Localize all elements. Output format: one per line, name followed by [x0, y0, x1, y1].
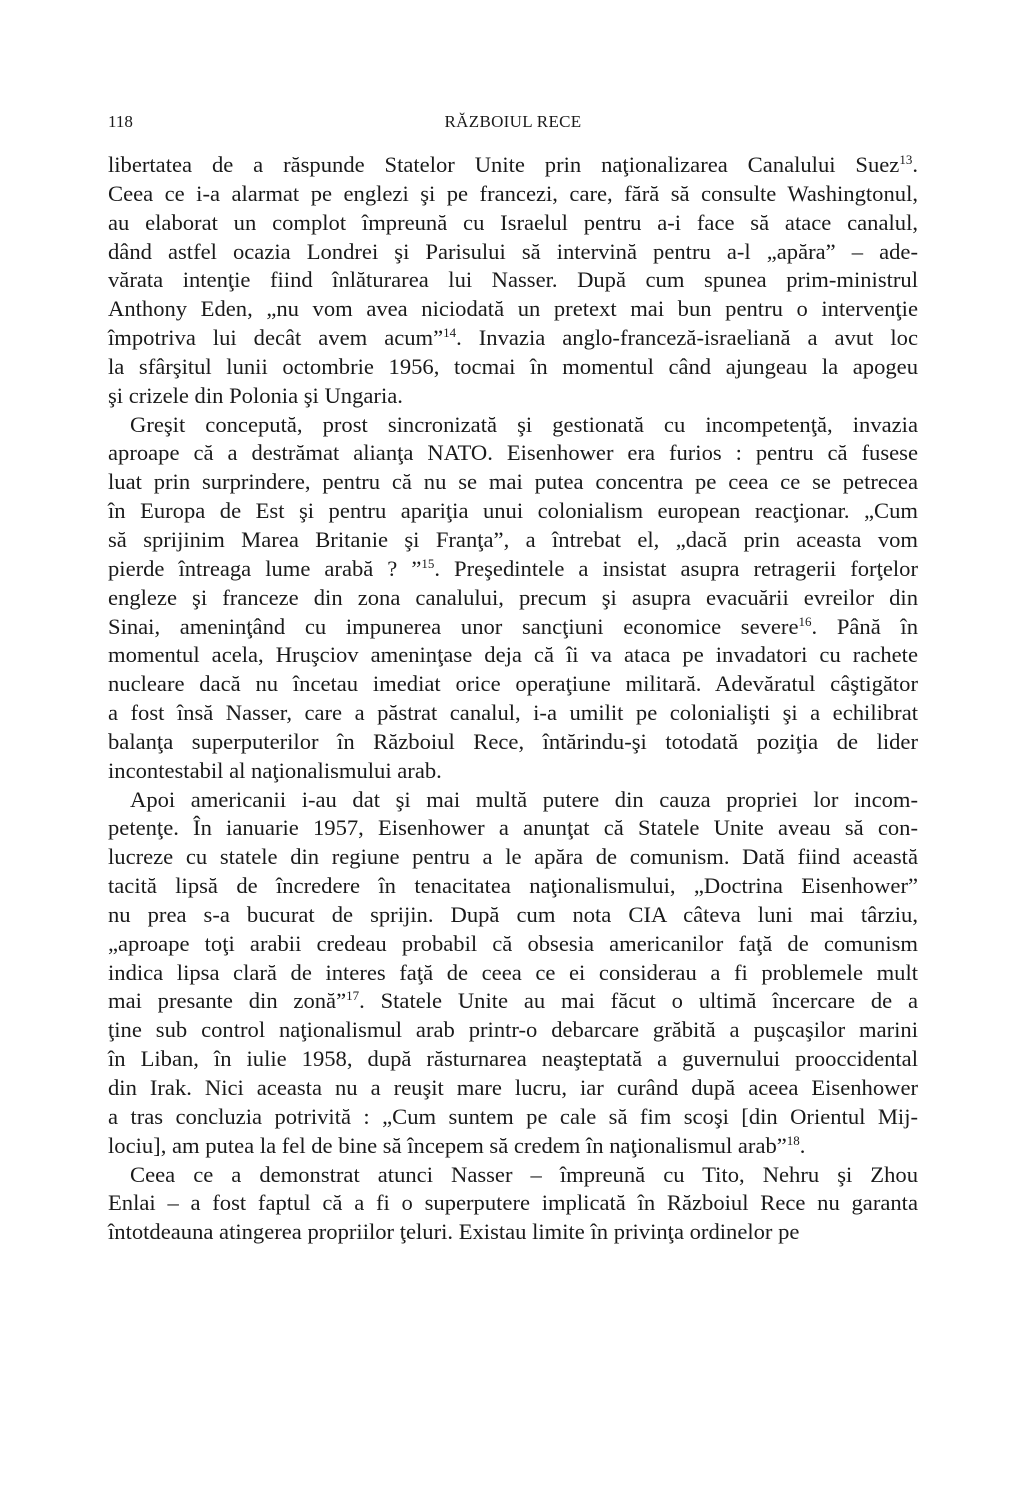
text-line [108, 814, 918, 843]
line-text: a tras concluzia potrivită : „Cum suntem pe cale să fim scoşi [din Orientul Mij- [108, 1103, 918, 1129]
page-number: 118 [108, 112, 133, 131]
text-line [108, 468, 918, 497]
text-line [108, 1074, 918, 1103]
line-text: Enlai – a fost faptul că a fi o superputere implicată în Războiul Rece nu garanta [108, 1190, 918, 1216]
line-text: libertatea de a răspunde Statelor Unite prin naţionalizarea Canalului Suez [108, 152, 900, 177]
text-line [108, 757, 918, 786]
line-text: Sinai, ameninţând cu impunerea unor sancţiuni economice severe [108, 613, 799, 639]
body-text [108, 151, 918, 1247]
text-line [108, 786, 918, 815]
text-line [108, 1045, 918, 1074]
text-line [108, 266, 918, 295]
line-text: nu prea s-a bucurat de sprijin. După cum nota CIA câteva luni mai târziu, [108, 901, 918, 927]
line-text: dând astfel ocazia Londrei şi Parisului să intervină pentru a-l „apăra” – ade- [108, 238, 918, 264]
line-text: „aproape toţi arabii credeau probabil că obsesia americanilor faţă de comunism [108, 930, 918, 956]
text-line [108, 151, 918, 180]
text-line [108, 613, 918, 642]
text-line [108, 699, 918, 728]
text-line [108, 238, 918, 267]
footnote-reference: 17 [346, 988, 360, 1004]
text-line [108, 872, 918, 901]
line-text: să sprijinim Marea Britanie şi Franţa”, a întrebat el, „dacă prin aceasta vom [108, 526, 918, 552]
line-text-continuation: . Statele Unite au mai făcut o ultimă încercare de a [359, 988, 918, 1014]
text-line [108, 209, 918, 238]
line-text: lucreze cu statele din regiune pentru a le apăra de comunism. Dată fiind această [108, 844, 918, 870]
line-text-continuation: . Preşedintele a insistat asupra retragerii forţelor [434, 555, 918, 581]
footnote-reference: 15 [421, 555, 435, 571]
text-line [108, 324, 918, 353]
paragraph [108, 1161, 918, 1248]
line-text: Ceea ce i-a alarmat pe englezi şi pe francezi, care, fără să consulte Washingtonul, [108, 180, 918, 206]
text-line [108, 555, 918, 584]
text-line [108, 843, 918, 872]
text-line [108, 901, 918, 930]
text-line [108, 439, 918, 468]
line-text: împotriva lui decât avem acum” [108, 325, 444, 351]
page-header [108, 112, 918, 136]
line-text: Anthony Eden, „nu vom avea niciodată un pretext mai bun pentru o intervenţie [108, 296, 918, 322]
line-text-continuation: . [799, 1132, 806, 1158]
line-text: a fost însă Nasser, care a păstrat canalul, i-a umilit pe colonialişti şi a echilibrat [108, 700, 918, 726]
line-text: au elaborat un complot împreună cu Israelul pentru a-i face să atace canalul, [108, 209, 918, 235]
text-line [108, 1016, 918, 1045]
line-text: în Liban, în iulie 1958, după răsturnarea neaşteptată a guvernului prooccidental [108, 1046, 918, 1072]
line-text: vărata intenţie fiind înlăturarea lui Nasser. După cum spunea prim-ministrul [108, 267, 918, 293]
text-line [108, 641, 918, 670]
text-line [108, 1218, 918, 1247]
line-text: mai presante din zonă” [108, 988, 347, 1014]
line-text: momentul acela, Hruşciov ameninţase deja că îi va ataca pe invadatori cu rachete [108, 642, 918, 668]
text-line [108, 728, 918, 757]
text-line [108, 497, 918, 526]
text-line [108, 670, 918, 699]
line-text: incontestabil al naţionalismului arab. [108, 757, 442, 783]
line-text: petenţe. În ianuarie 1957, Eisenhower a anunţat că Statele Unite aveau să con- [108, 815, 918, 841]
line-text-continuation: . Invazia anglo-franceză-israeliană a avut loc [456, 325, 918, 351]
line-text: aproape că a destrămat alianţa NATO. Eisenhower era furios : pentru că fusese [108, 440, 918, 466]
line-text: din Irak. Nici aceasta nu a reuşit mare lucru, iar curând după aceea Eisenhower [108, 1075, 918, 1100]
line-text: la sfârşitul lunii octombrie 1956, tocmai în momentul când ajungeau la apogeu [108, 353, 918, 379]
text-line [108, 1103, 918, 1132]
running-title: RĂZBOIUL RECE [444, 112, 582, 131]
text-line [108, 1161, 918, 1190]
line-text: întotdeauna atingerea propriilor ţeluri. Existau limite în privinţa ordinelor pe [108, 1219, 800, 1245]
paragraph [108, 151, 918, 411]
text-line [108, 411, 918, 440]
line-text: indica lipsa clară de interes faţă de ceea ce ei considerau a fi problemele mult [108, 959, 918, 985]
text-line [108, 382, 918, 411]
line-text: nucleare dacă nu încetau imediat orice operaţiune militară. Adevăratul câştigător [108, 671, 918, 697]
text-line [108, 180, 918, 209]
text-line [108, 1189, 918, 1218]
line-text: tacită lipsă de încredere în tenacitatea naţionalismului, „Doctrina Eisenhower” [108, 873, 918, 899]
line-text: Ceea ce a demonstrat atunci Nasser – împreună cu Tito, Nehru şi Zhou [130, 1161, 918, 1187]
footnote-reference: 14 [443, 325, 457, 341]
line-text-continuation: . Până în [811, 613, 918, 639]
footnote-reference: 18 [786, 1132, 800, 1148]
line-text: şi crizele din Polonia şi Ungaria. [108, 382, 403, 408]
line-text: Apoi americanii i-au dat şi mai multă putere din cauza propriei lor incom- [130, 786, 918, 812]
text-line [108, 526, 918, 555]
text-line [108, 584, 918, 613]
line-text-continuation: . [912, 152, 918, 177]
text-line [108, 959, 918, 988]
line-text: balanţa superputerilor în Războiul Rece, întărindu-şi totodată poziţia de lider [108, 728, 918, 754]
text-line [108, 930, 918, 959]
line-text: ţine sub control naţionalismul arab printr-o debarcare grăbită a puşcaşilor marini [108, 1017, 918, 1043]
line-text: engleze şi franceze din zona canalului, precum şi asupra evacuării evreilor din [108, 584, 918, 610]
line-text: pierde întreaga lume arabă ? ” [108, 555, 422, 581]
line-text: luat prin surprindere, pentru că nu se mai putea concentra pe ceea ce se petrecea [108, 469, 918, 495]
line-text: în Europa de Est şi pentru apariţia unui colonialism european reacţionar. „Cum [108, 498, 918, 524]
text-line [108, 1132, 918, 1161]
text-line [108, 987, 918, 1016]
line-text: Greşit concepută, prost sincronizată şi gestionată cu incompetenţă, invazia [130, 411, 918, 437]
paragraph [108, 411, 918, 786]
text-line [108, 353, 918, 382]
line-text: lociu], am putea la fel de bine să începem să credem în naţionalismul arab” [108, 1132, 787, 1158]
text-line [108, 295, 918, 324]
footnote-reference: 16 [798, 613, 812, 629]
paragraph [108, 786, 918, 1161]
footnote-reference: 13 [899, 152, 913, 167]
